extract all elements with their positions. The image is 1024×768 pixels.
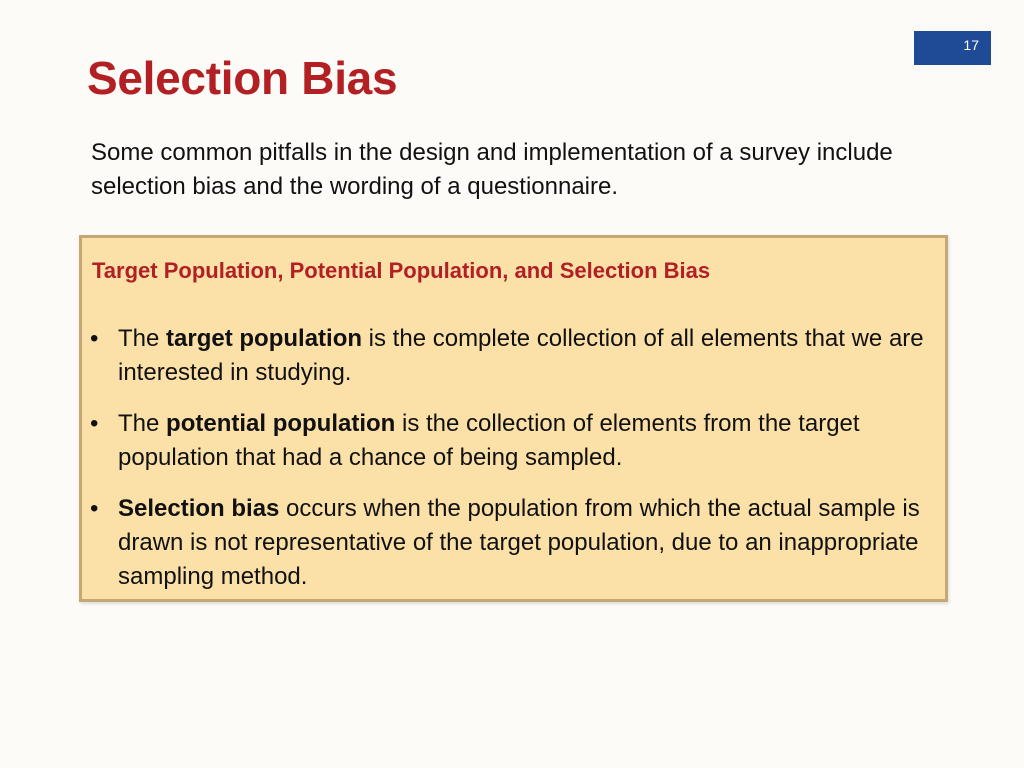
slide-number: 17 [963,37,979,53]
slide-number-badge [914,31,991,65]
bullet-text-before: The [118,410,167,437]
page-title: Selection Bias [87,52,398,104]
bullet-text-after: occurs when the population from which the actual sample is drawn is not representative of the target population, due to an inappropriate sampling method. [118,495,920,590]
bullet-icon: • [90,495,99,522]
list-item-target-population [82,322,944,390]
list-item-selection-bias [82,492,944,594]
bullet-text-before: The [118,325,167,352]
definition-box-heading: Target Population, Potential Population, and Selection Bias [92,258,711,283]
bullet-icon: • [90,325,99,352]
intro-paragraph: Some common pitfalls in the design and implementation of a survey include selection bias and the wording of a questionnaire. [91,139,893,200]
term-potential-population: potential population [166,410,396,437]
term-target-population: target population [166,325,363,352]
definition-list [82,322,944,611]
bullet-icon: • [90,410,99,437]
definition-box [79,235,948,602]
bullet-text-after: is the complete collection of all elements that we are interested in studying. [118,325,924,386]
term-selection-bias: Selection bias [118,495,280,522]
list-item-potential-population [82,407,944,475]
bullet-text-after: is the collection of elements from the target population that had a chance of being sampled. [118,410,860,471]
